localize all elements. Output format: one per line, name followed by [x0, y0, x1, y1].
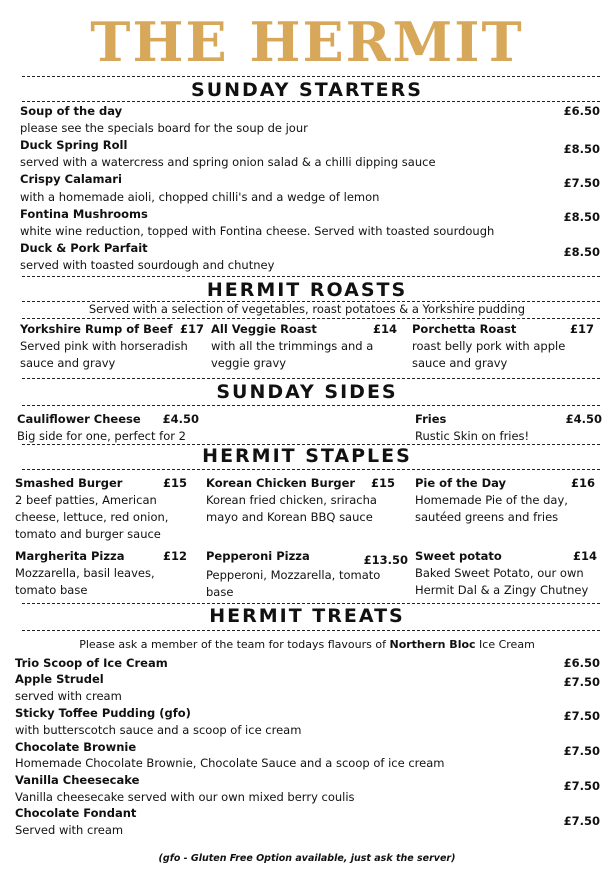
item-name: Yorkshire Rump of Beef — [20, 322, 173, 336]
item-price: £6.50 — [563, 656, 600, 670]
item-description: 2 beef patties, American cheese, lettuce, red onion, tomato and burger sauce — [15, 493, 169, 541]
section-heading-staples: HERMIT STAPLES — [202, 445, 412, 467]
staple-item — [415, 476, 595, 526]
item-description: Served pink with horseradish sauce and gravy — [20, 339, 188, 370]
item-description: Homemade Chocolate Brownie, Chocolate Sauce and a scoop of ice cream — [15, 756, 445, 770]
item-name: All Veggie Roast — [211, 322, 317, 336]
divider — [22, 405, 600, 406]
item-price: £4.50 — [162, 412, 199, 426]
item-price: £7.50 — [563, 779, 600, 793]
item-description: white wine reduction, topped with Fontina cheese. Served with toasted sourdough — [20, 224, 495, 238]
item-price: £12 — [162, 549, 187, 563]
item-name: Cauliflower Cheese — [17, 412, 141, 426]
roast-item — [412, 322, 594, 372]
item-name: Duck & Pork Parfait — [20, 241, 148, 255]
item-description: Big side for one, perfect for 2 — [17, 429, 186, 443]
divider — [22, 76, 600, 77]
divider — [22, 318, 600, 319]
footer-note: (gfo - Gluten Free Option available, just ask the server) — [158, 853, 456, 864]
divider — [22, 469, 600, 470]
item-price: £14 — [572, 549, 597, 563]
staple-item — [206, 476, 395, 526]
item-description: served with cream — [15, 689, 122, 703]
menu-title: THE HERMIT — [90, 10, 524, 74]
item-price: £13.50 — [363, 553, 408, 567]
side-item — [17, 412, 199, 445]
item-name: Pepperoni Pizza — [206, 549, 310, 563]
item-description: with all the trimmings and a veggie gravy — [211, 339, 374, 370]
item-name: Porchetta Roast — [412, 322, 517, 336]
item-description: Baked Sweet Potato, our own Hermit Dal & a Zingy Chutney — [415, 566, 589, 597]
item-name: Vanilla Cheesecake — [15, 773, 140, 787]
section-heading-roasts: HERMIT ROASTS — [206, 279, 408, 301]
item-name: Soup of the day — [20, 104, 123, 118]
item-description: please see the specials board for the soup de jour — [20, 121, 308, 135]
item-name: Sticky Toffee Pudding (gfo) — [15, 706, 191, 720]
divider — [22, 378, 600, 379]
item-name: Smashed Burger — [15, 476, 123, 490]
staple-item — [15, 476, 187, 543]
divider — [22, 276, 600, 277]
item-price: £15 — [162, 476, 187, 490]
item-price: £4.50 — [565, 412, 602, 426]
item-name: Trio Scoop of Ice Cream — [15, 656, 168, 670]
item-price: £8.50 — [563, 210, 600, 224]
item-name: Margherita Pizza — [15, 549, 125, 563]
item-name: Korean Chicken Burger — [206, 476, 356, 490]
section-heading-treats: HERMIT TREATS — [209, 605, 405, 627]
item-price: £7.50 — [563, 675, 600, 689]
item-price: £14 — [372, 322, 397, 336]
item-price: £7.50 — [563, 744, 600, 758]
item-description: served with toasted sourdough and chutney — [20, 258, 275, 272]
item-name: Apple Strudel — [15, 672, 104, 686]
divider — [22, 101, 600, 102]
roast-item — [211, 322, 397, 372]
item-name: Duck Spring Roll — [20, 138, 128, 152]
item-name: Crispy Calamari — [20, 172, 122, 186]
item-description: Korean fried chicken, sriracha mayo and Korean BBQ sauce — [206, 493, 377, 524]
staple-item — [15, 549, 187, 599]
section-heading-sides: SUNDAY SIDES — [216, 381, 398, 403]
brand-name: Northern Bloc — [389, 638, 476, 651]
item-description: Served with cream — [15, 823, 124, 837]
roasts-subtitle: Served with a selection of vegetables, roast potatoes & a Yorkshire pudding — [88, 302, 526, 316]
item-name: Sweet potato — [415, 549, 502, 563]
staple-item — [415, 549, 597, 599]
item-price: £7.50 — [563, 176, 600, 190]
item-price: £7.50 — [563, 814, 600, 828]
item-price: £17 — [179, 322, 204, 336]
item-description: roast belly pork with apple sauce and gravy — [412, 339, 566, 370]
item-name: Fontina Mushrooms — [20, 207, 148, 221]
staple-item — [206, 549, 408, 601]
item-description: Mozzarella, basil leaves, tomato base — [15, 566, 155, 597]
item-price: £16 — [570, 476, 595, 490]
item-description: with butterscotch sauce and a scoop of ice cream — [15, 723, 302, 737]
item-price: £17 — [569, 322, 594, 336]
divider — [22, 603, 600, 604]
item-description: Homemade Pie of the day, sautéed greens and fries — [415, 493, 568, 524]
roast-item — [20, 322, 204, 372]
item-description: Pepperoni, Mozzarella, tomato base — [206, 568, 381, 599]
item-price: £7.50 — [563, 709, 600, 723]
section-heading-starters: SUNDAY STARTERS — [191, 79, 423, 101]
item-description: Vanilla cheesecake served with our own mixed berry coulis — [15, 790, 355, 804]
item-price: £8.50 — [563, 142, 600, 156]
item-description: served with a watercress and spring onion salad & a chilli dipping sauce — [20, 155, 436, 169]
item-description: Rustic Skin on fries! — [415, 429, 530, 443]
item-name: Pie of the Day — [415, 476, 507, 490]
item-price: £8.50 — [563, 245, 600, 259]
side-item — [415, 412, 602, 445]
item-description: with a homemade aioli, chopped chilli's and a wedge of lemon — [20, 190, 380, 204]
item-price: £6.50 — [563, 104, 600, 118]
divider — [22, 630, 600, 631]
ice-cream-note: Please ask a member of the team for todays flavours of Northern Bloc Ice Cream — [79, 638, 535, 651]
item-name: Chocolate Fondant — [15, 806, 137, 820]
item-name: Fries — [415, 412, 447, 426]
item-price: £15 — [370, 476, 395, 490]
item-name: Chocolate Brownie — [15, 740, 137, 754]
